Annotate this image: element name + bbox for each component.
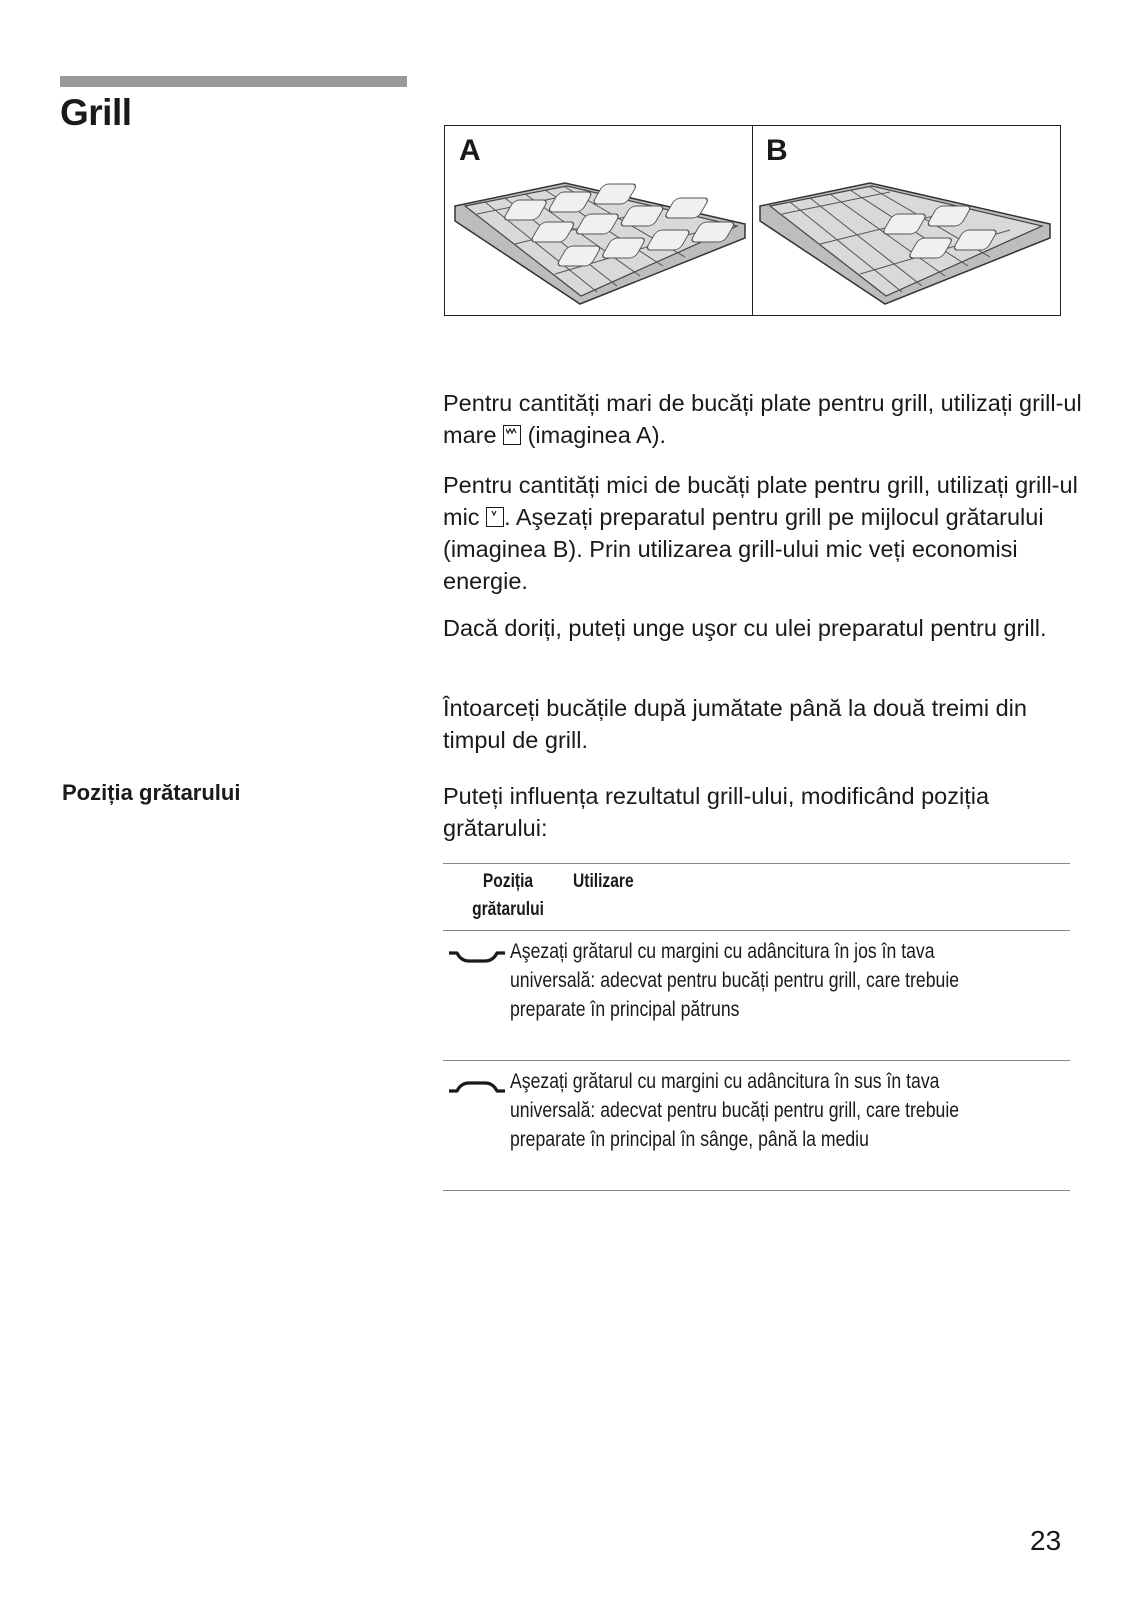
table-header-position (443, 868, 573, 930)
row-text: Aşezați grătarul cu margini cu adâncitura în sus în tava universală: adecvat pentru bucăți pentru grill, care trebuie preparate în principal în sânge, până la mediu (510, 1070, 960, 1151)
panel-a-label: A (459, 134, 481, 167)
table-cell-usage (510, 1067, 1070, 1190)
paragraph-large-grill (443, 387, 1083, 451)
table-header (443, 864, 1070, 931)
large-grill-icon (503, 425, 521, 445)
table-row (443, 931, 1070, 1061)
paragraph-large-grill-suffix: (imaginea A). (521, 422, 667, 448)
paragraph-small-grill-suffix: . Aşezați preparatul pentru grill pe mijlocul grătarului (imaginea B). Prin utilizarea grill-ului mic veți economisi energie. (443, 504, 1044, 594)
full-rack-illustration (445, 126, 752, 315)
paragraph-small-grill-text: Pentru cantități mici de bucăți plate pentru grill, utilizați grill-ul mic (443, 472, 1078, 530)
paragraph-large-grill-text: Pentru cantități mari de bucăți plate pentru grill, utilizați grill-ul mare (443, 390, 1082, 448)
rack-position-heading: Poziția grătarului (62, 780, 241, 805)
table-header-usage (573, 868, 1070, 930)
table-cell-icon (443, 937, 510, 1060)
row-text: Aşezați grătarul cu margini cu adâncitura în jos în tava universală: adecvat pentru bucăți pentru grill, care trebuie preparate în principal pătruns (510, 940, 960, 1021)
title-rule (60, 76, 407, 87)
page-title: Grill (60, 92, 132, 133)
header-usage: Utilizare (573, 871, 634, 892)
small-grill-icon (486, 507, 504, 527)
center-rack-illustration (752, 126, 1060, 315)
paragraph-small-grill (443, 469, 1083, 597)
table-cell-icon (443, 1067, 510, 1190)
small-grill-zigzag (489, 510, 500, 516)
header-position-line1: Poziția (482, 871, 534, 892)
table-row (443, 1061, 1070, 1191)
rack-recess-up-icon (447, 1079, 507, 1095)
paragraph-rack-position: Puteți influența rezultatul grill-ului, modificând poziția grătarului: (443, 783, 990, 841)
panel-b-label: B (766, 134, 788, 167)
large-grill-zigzag (506, 428, 517, 434)
table-cell-usage (510, 937, 1070, 1060)
paragraph-turn: Întoarceți bucățile după jumătate până la două treimi din timpul de grill. (443, 695, 1027, 753)
rack-position-table (443, 863, 1070, 1191)
page-number: 23 (1030, 1525, 1062, 1556)
grill-figure (444, 125, 1061, 316)
header-position-line2: grătarului (472, 899, 544, 920)
rack-recess-down-icon (447, 949, 507, 965)
paragraph-oil: Dacă doriți, puteți unge uşor cu ulei preparatul pentru grill. (443, 615, 1047, 641)
figure-panel-a (445, 126, 753, 315)
figure-panel-b (752, 126, 1060, 315)
